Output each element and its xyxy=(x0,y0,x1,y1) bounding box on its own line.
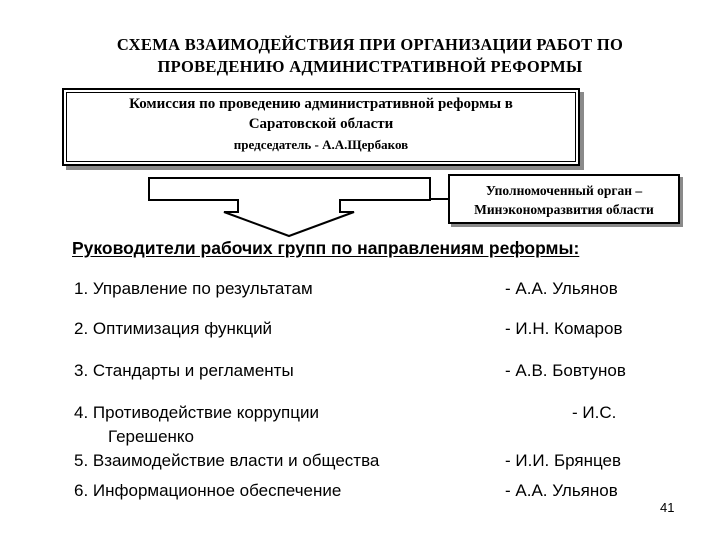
group-6-leader: - А.А. Ульянов xyxy=(505,481,618,500)
commission-title-line-2: Саратовской области xyxy=(248,116,394,132)
group-4-leader: - И.С. xyxy=(572,403,617,422)
commission-chair: председатель - А.А.Щербаков xyxy=(233,137,409,152)
page-number: 41 xyxy=(660,500,675,515)
slide-title-line-1: СХЕМА ВЗАИМОДЕЙСТВИЯ ПРИ ОРГАНИЗАЦИИ РАБОТ ПО xyxy=(116,35,624,54)
commission-title-line-1: Комиссия по проведению административной реформы в xyxy=(129,96,513,112)
group-6-name: 6. Информационное обеспечение xyxy=(74,481,342,500)
group-3-leader: - А.В. Бовтунов xyxy=(505,361,626,380)
authority-box xyxy=(448,174,680,224)
group-5-leader: - И.И. Брянцев xyxy=(505,451,622,470)
authority-line-2: Минэкономразвития области xyxy=(474,202,654,217)
slide-title-line-2: ПРОВЕДЕНИЮ АДМИНИСТРАТИВНОЙ РЕФОРМЫ xyxy=(157,57,583,76)
group-1-name: 1. Управление по результатам xyxy=(74,279,313,298)
group-4-name: 4. Противодействие коррупции xyxy=(74,403,319,422)
group-3-name: 3. Стандарты и регламенты xyxy=(74,361,294,380)
group-1-leader: - А.А. Ульянов xyxy=(505,279,618,298)
group-5-name: 5. Взаимодействие власти и общества xyxy=(74,451,380,470)
down-arrow-icon xyxy=(149,178,430,236)
group-2-name: 2. Оптимизация функций xyxy=(74,319,273,338)
group-2-leader: - И.Н. Комаров xyxy=(505,319,623,338)
group-4-leader-continuation: Герешенко xyxy=(108,427,194,446)
authority-line-1: Уполномоченный орган – xyxy=(485,183,643,198)
working-groups-heading: Руководители рабочих групп по направлениям реформы: xyxy=(72,238,580,258)
